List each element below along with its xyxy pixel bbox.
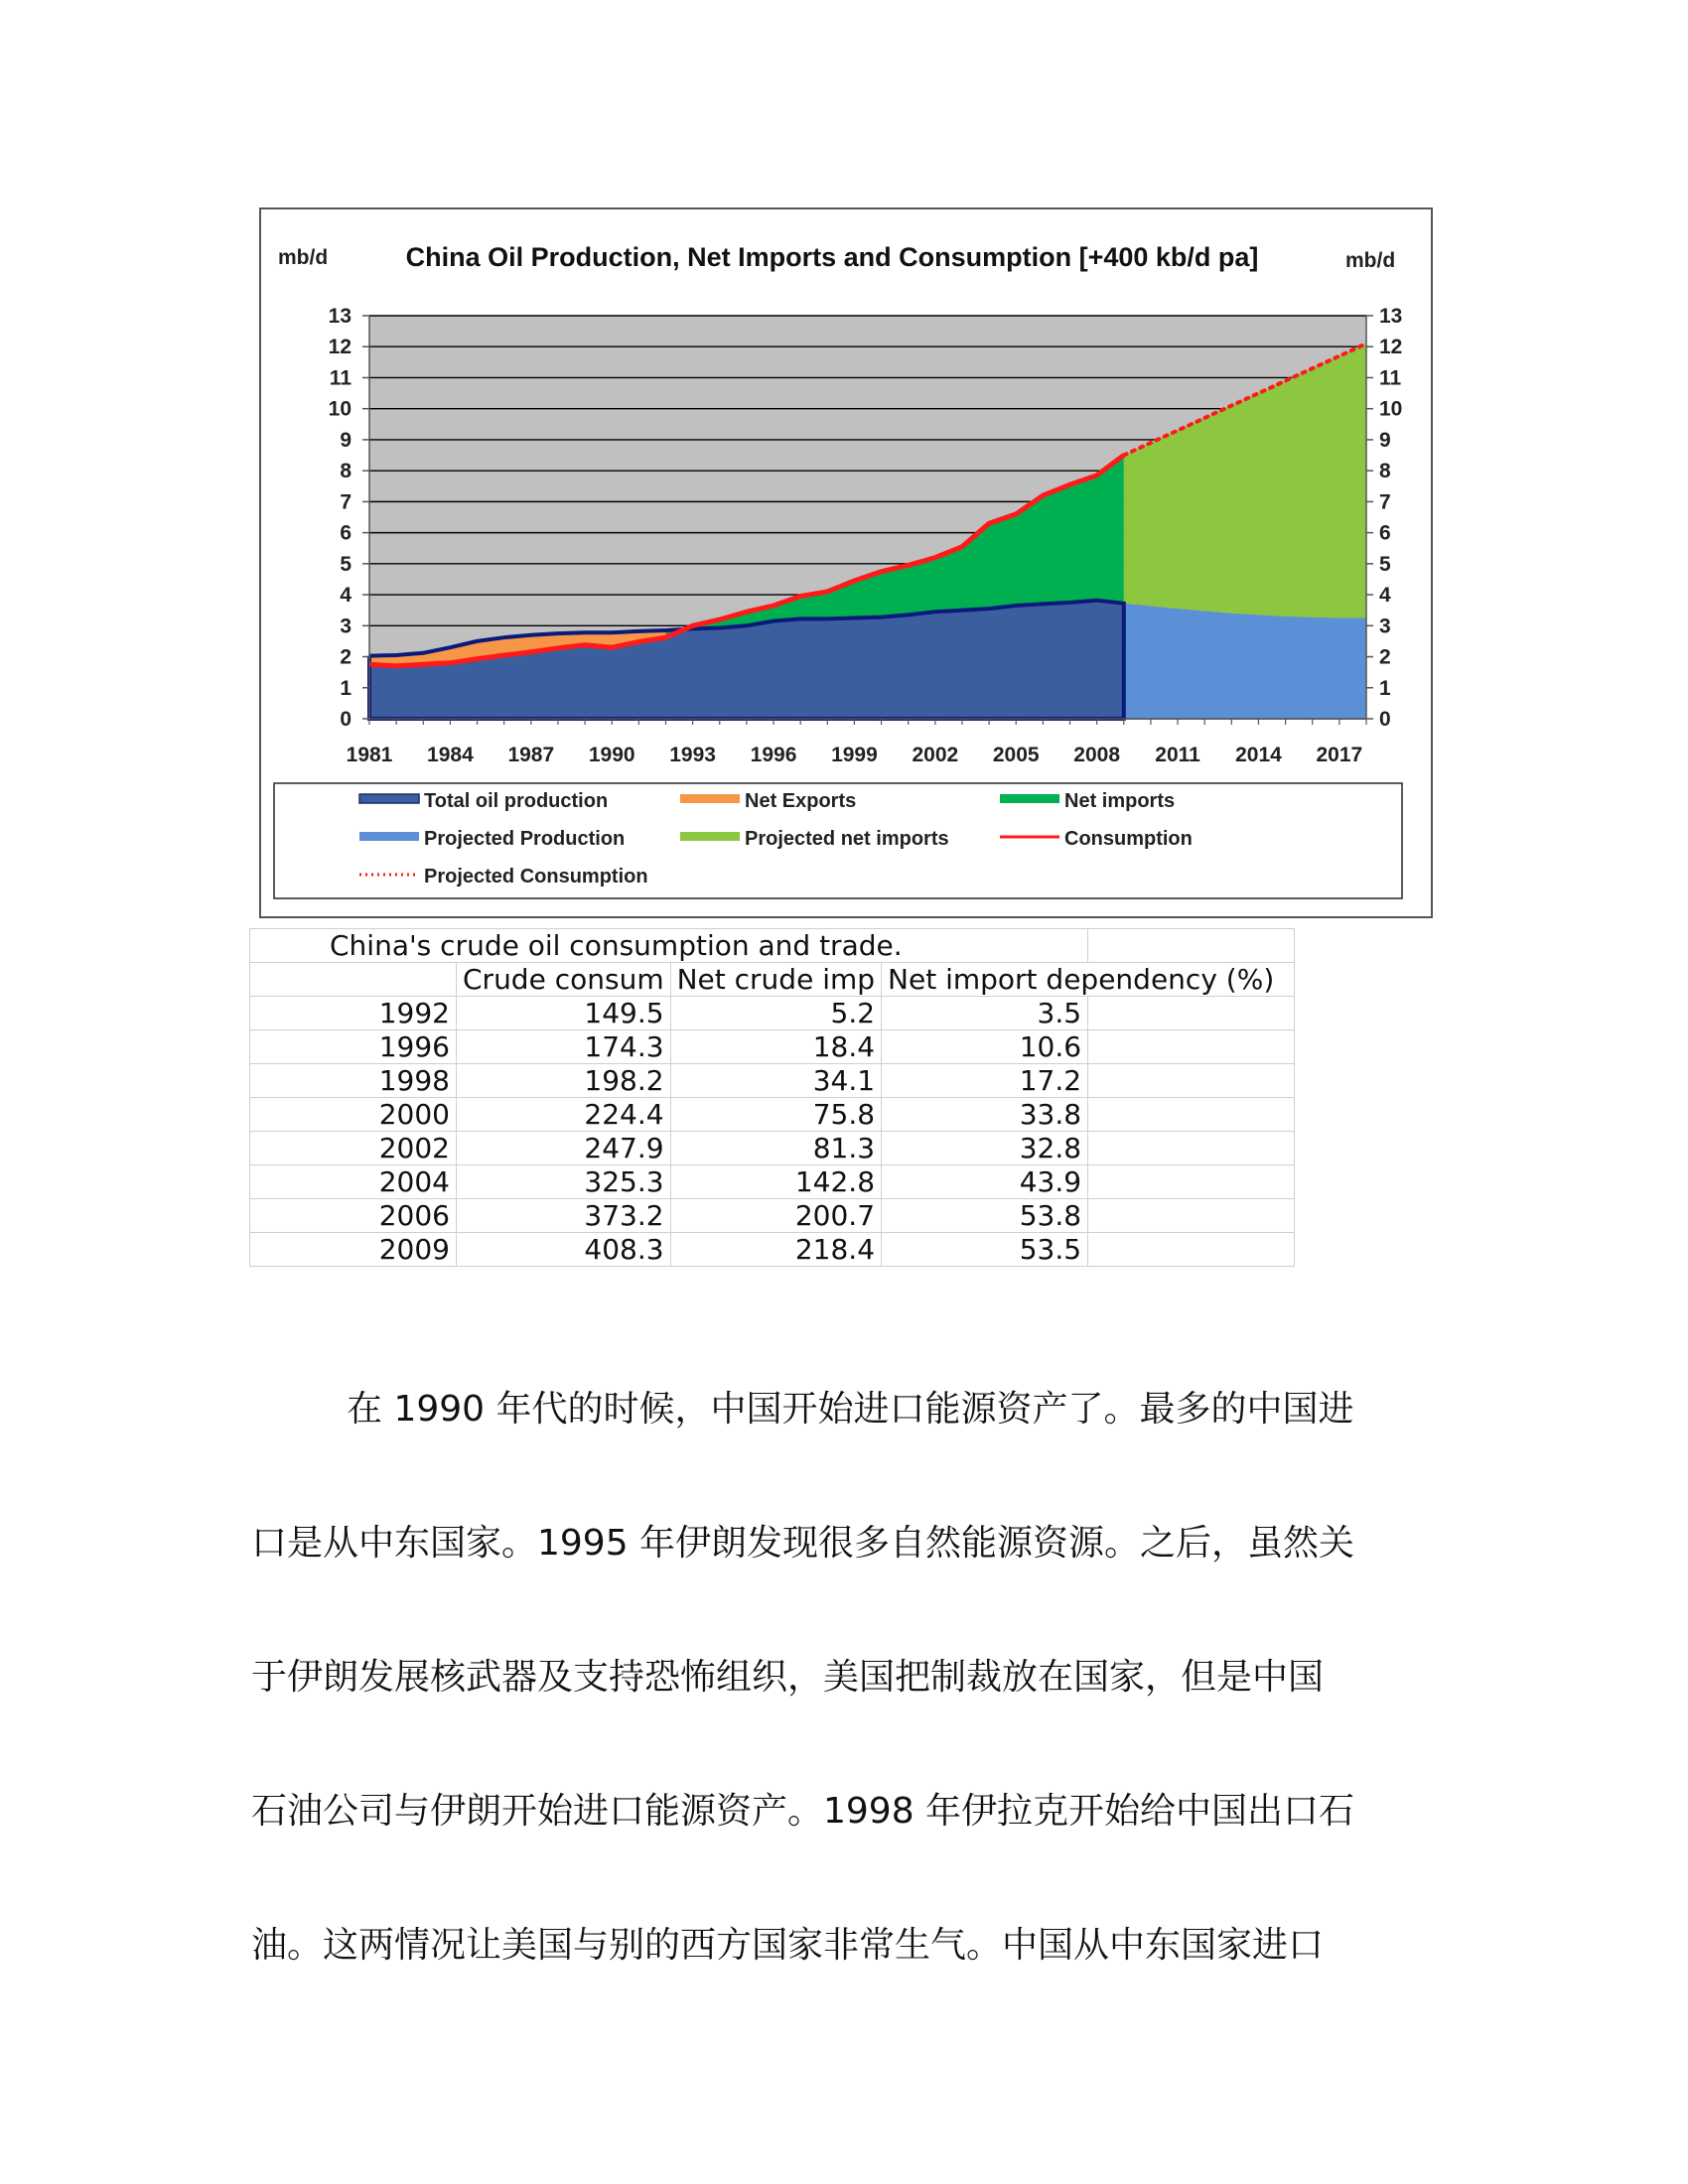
table-row	[250, 1165, 1295, 1199]
y-tick-label-right: 2	[1379, 645, 1391, 669]
legend-swatch	[1000, 794, 1059, 803]
table-cell: 2002	[250, 1132, 457, 1165]
table-cell: 247.9	[457, 1132, 671, 1165]
y-tick-label-left: 4	[340, 584, 352, 608]
y-axis-unit-right: mb/d	[1345, 249, 1396, 272]
table-cell: 200.7	[670, 1199, 881, 1233]
table-row	[250, 1199, 1295, 1233]
table-cell: 75.8	[670, 1098, 881, 1132]
x-tick-label: 2008	[1073, 744, 1121, 766]
consumption-table	[249, 928, 1295, 1267]
y-tick-label-right: 12	[1379, 336, 1403, 359]
legend-swatch	[680, 832, 740, 841]
y-tick-label-left: 10	[328, 397, 352, 421]
table-cell: 198.2	[457, 1064, 671, 1098]
paragraph-line: 于伊朗发展核武器及支持恐怖组织，美国把制裁放在国家，但是中国	[251, 1657, 1325, 1698]
y-tick-label-left: 13	[328, 305, 352, 328]
legend-label: Consumption	[1064, 828, 1193, 850]
table-row	[250, 1030, 1295, 1064]
y-tick-label-left: 7	[340, 490, 352, 514]
table-cell: 17.2	[882, 1064, 1088, 1098]
y-tick-label-left: 2	[340, 645, 352, 669]
paragraph-line: 油。这两情况让美国与别的西方国家非常生气。中国从中东国家进口	[251, 1925, 1325, 1966]
y-tick-label-right: 10	[1379, 397, 1403, 421]
y-tick-label-left: 5	[340, 552, 352, 576]
table-cell: 53.8	[882, 1199, 1088, 1233]
table-cell: 2006	[250, 1199, 457, 1233]
y-tick-label-left: 12	[328, 336, 352, 359]
table-cell	[1088, 997, 1295, 1030]
x-tick-label: 2017	[1316, 744, 1363, 766]
table-cell: 2009	[250, 1233, 457, 1267]
x-tick-label: 2005	[992, 744, 1040, 766]
table-cell: 53.5	[882, 1233, 1088, 1267]
table-cell	[1088, 1132, 1295, 1165]
table-title-row	[250, 929, 1295, 963]
table-cell: 1996	[250, 1030, 457, 1064]
table-cell: 2000	[250, 1098, 457, 1132]
x-tick-label: 1993	[669, 744, 716, 766]
legend-label: Total oil production	[424, 790, 609, 812]
table-cell: 174.3	[457, 1030, 671, 1064]
legend-swatch	[680, 794, 740, 803]
y-tick-label-right: 0	[1379, 708, 1391, 731]
y-tick-label-right: 8	[1379, 460, 1391, 483]
x-tick-label: 1987	[507, 744, 555, 766]
table-cell	[1088, 1199, 1295, 1233]
table-cell: 81.3	[670, 1132, 881, 1165]
x-tick-label: 2011	[1155, 744, 1200, 766]
projected-production-area	[1124, 604, 1366, 719]
table-row	[250, 1132, 1295, 1165]
legend-swatch	[359, 832, 419, 841]
chart-panel	[259, 207, 1433, 918]
table-header: Net import dependency (%)	[882, 963, 1295, 997]
table-cell: 325.3	[457, 1165, 671, 1199]
y-tick-label-right: 1	[1379, 676, 1391, 700]
y-tick-label-left: 1	[340, 676, 352, 700]
y-tick-label-right: 11	[1379, 366, 1402, 390]
x-tick-label: 2002	[912, 744, 959, 766]
table-cell	[1088, 1098, 1295, 1132]
y-tick-label-right: 13	[1379, 305, 1403, 328]
y-tick-label-left: 0	[340, 708, 352, 731]
paragraph-line: 在 1990 年代的时候，中国开始进口能源资产了。最多的中国进	[347, 1389, 1354, 1430]
table-cell: 2004	[250, 1165, 457, 1199]
oil-chart	[261, 209, 1433, 918]
y-axis-unit-left: mb/d	[278, 246, 329, 269]
table-cell: 3.5	[882, 997, 1088, 1030]
table-cell: 224.4	[457, 1098, 671, 1132]
y-tick-label-left: 3	[340, 614, 352, 638]
table-cell: 1992	[250, 997, 457, 1030]
table-header-row	[250, 963, 1295, 997]
table-cell: 408.3	[457, 1233, 671, 1267]
table-cell	[1088, 1233, 1295, 1267]
y-tick-label-right: 7	[1379, 490, 1391, 514]
table-cell: 34.1	[670, 1064, 881, 1098]
table-cell: 32.8	[882, 1132, 1088, 1165]
body-paragraph	[251, 1342, 1423, 2012]
table-header	[250, 963, 457, 997]
y-tick-label-left: 9	[340, 428, 352, 452]
y-tick-label-left: 6	[340, 521, 352, 545]
legend-swatch	[359, 794, 419, 803]
table-cell	[1088, 1030, 1295, 1064]
legend-label: Projected Consumption	[424, 866, 648, 887]
y-tick-label-right: 6	[1379, 521, 1391, 545]
table-title: China's crude oil consumption and trade.	[250, 929, 1088, 963]
legend-label: Net imports	[1064, 790, 1176, 812]
table-cell: 5.2	[670, 997, 881, 1030]
x-tick-label: 1981	[346, 744, 393, 766]
table-header: Net crude imp	[670, 963, 881, 997]
table-row	[250, 1098, 1295, 1132]
table-row	[250, 1233, 1295, 1267]
y-tick-label-right: 9	[1379, 428, 1391, 452]
table-cell: 43.9	[882, 1165, 1088, 1199]
table-cell: 18.4	[670, 1030, 881, 1064]
y-tick-label-right: 5	[1379, 552, 1391, 576]
table-row	[250, 1064, 1295, 1098]
table-cell	[1088, 1064, 1295, 1098]
table-cell: 149.5	[457, 997, 671, 1030]
legend-label: Net Exports	[745, 790, 857, 812]
paragraph-line: 口是从中东国家。1995 年伊朗发现很多自然能源资源。之后，虽然关	[251, 1523, 1355, 1564]
x-tick-label: 2014	[1235, 744, 1282, 766]
table-cell: 142.8	[670, 1165, 881, 1199]
table-cell	[1088, 1165, 1295, 1199]
y-tick-label-left: 11	[329, 366, 352, 390]
table-cell: 373.2	[457, 1199, 671, 1233]
y-tick-label-right: 3	[1379, 614, 1391, 638]
table-cell: 1998	[250, 1064, 457, 1098]
legend-label: Projected net imports	[745, 828, 949, 850]
table-cell: 218.4	[670, 1233, 881, 1267]
table-cell	[1088, 929, 1295, 963]
y-tick-label-left: 8	[340, 460, 352, 483]
legend-label: Projected Production	[424, 828, 626, 850]
x-tick-label: 1999	[831, 744, 878, 766]
chart-title: China Oil Production, Net Imports and Consumption [+400 kb/d pa]	[405, 242, 1259, 272]
paragraph-line: 石油公司与伊朗开始进口能源资产。1998 年伊拉克开始给中国出口石	[251, 1791, 1355, 1832]
x-tick-label: 1996	[750, 744, 797, 766]
y-tick-label-right: 4	[1379, 584, 1391, 608]
x-tick-label: 1984	[427, 744, 474, 766]
table-cell: 33.8	[882, 1098, 1088, 1132]
table-header: Crude consum	[457, 963, 671, 997]
table-cell: 10.6	[882, 1030, 1088, 1064]
x-tick-label: 1990	[588, 744, 635, 766]
table-row	[250, 997, 1295, 1030]
